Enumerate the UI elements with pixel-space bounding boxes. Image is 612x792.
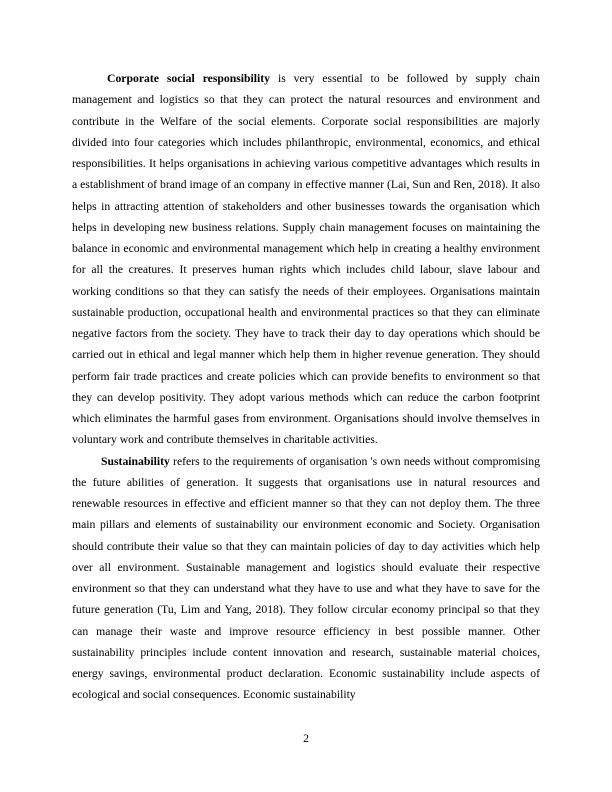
page-number: 2 <box>303 732 309 745</box>
paragraph-text: refers to the requirements of organisation 's own needs without compromising the future abilities of generation. It suggests that organisations use in natural resources and renewable resources in effective and efficient manner so that they can not deploy them. The three main pillars and elements of sustainability our environment economic and Society. Organisation should contribute their value so that they can maintain policies of day to day activities which help over all environment. Sustainable management and logistics should evaluate their respective environment so that they can understand what they have to use and what they have to save for the future generation (Tu, Lim and Yang, 2018). They follow circular economy principal so that they can manage their waste and improve resource efficiency in best possible manner. Other sustainability principles include content innovation and research, sustainable material choices, energy savings, environmental product declaration. Economic sustainability include aspects of ecological and social consequences. Economic sustainability <box>72 454 540 702</box>
paragraph-text: is very essential to be followed by supply chain management and logistics so that they can protect the natural resources and environment and contribute in the Welfare of the social elements. Corporate social responsibilities are majorly divided into four categories which includes philanthropic, environmental, economics, and ethical responsibilities. It helps organisations in achieving various competitive advantages which results in a establishment of brand image of an company in effective manner (Lai, Sun and Ren, 2018). It also helps in attracting attention of stakeholders and other businesses towards the organisation which helps in developing new business relations. Supply chain management focuses on maintaining the balance in economic and environmental management which help in creating a healthy environment for all the creatures. It preserves human rights which includes child labour, slave labour and working conditions so that they can satisfy the needs of their employees. Organisations maintain sustainable production, occupational health and environmental practices so that they can eliminate negative factors from the society. They have to track their day to day operations which should be carried out in ethical and legal manner which help them in higher revenue generation. They should perform fair trade practices and create policies which can provide benefits to environment so that they can develop positivity. They adopt various methods which can reduce the carbon footprint which eliminates the harmful gases from environment. Organisations should involve themselves in voluntary work and contribute themselves in charitable activities. <box>72 72 540 447</box>
heading-corporate-social-responsibility: Corporate social responsibility <box>107 72 271 85</box>
paragraph-sustainability <box>72 451 540 706</box>
paragraph-corporate-social-responsibility <box>72 68 540 451</box>
heading-sustainability: Sustainability <box>101 454 170 468</box>
document-body <box>72 68 540 706</box>
